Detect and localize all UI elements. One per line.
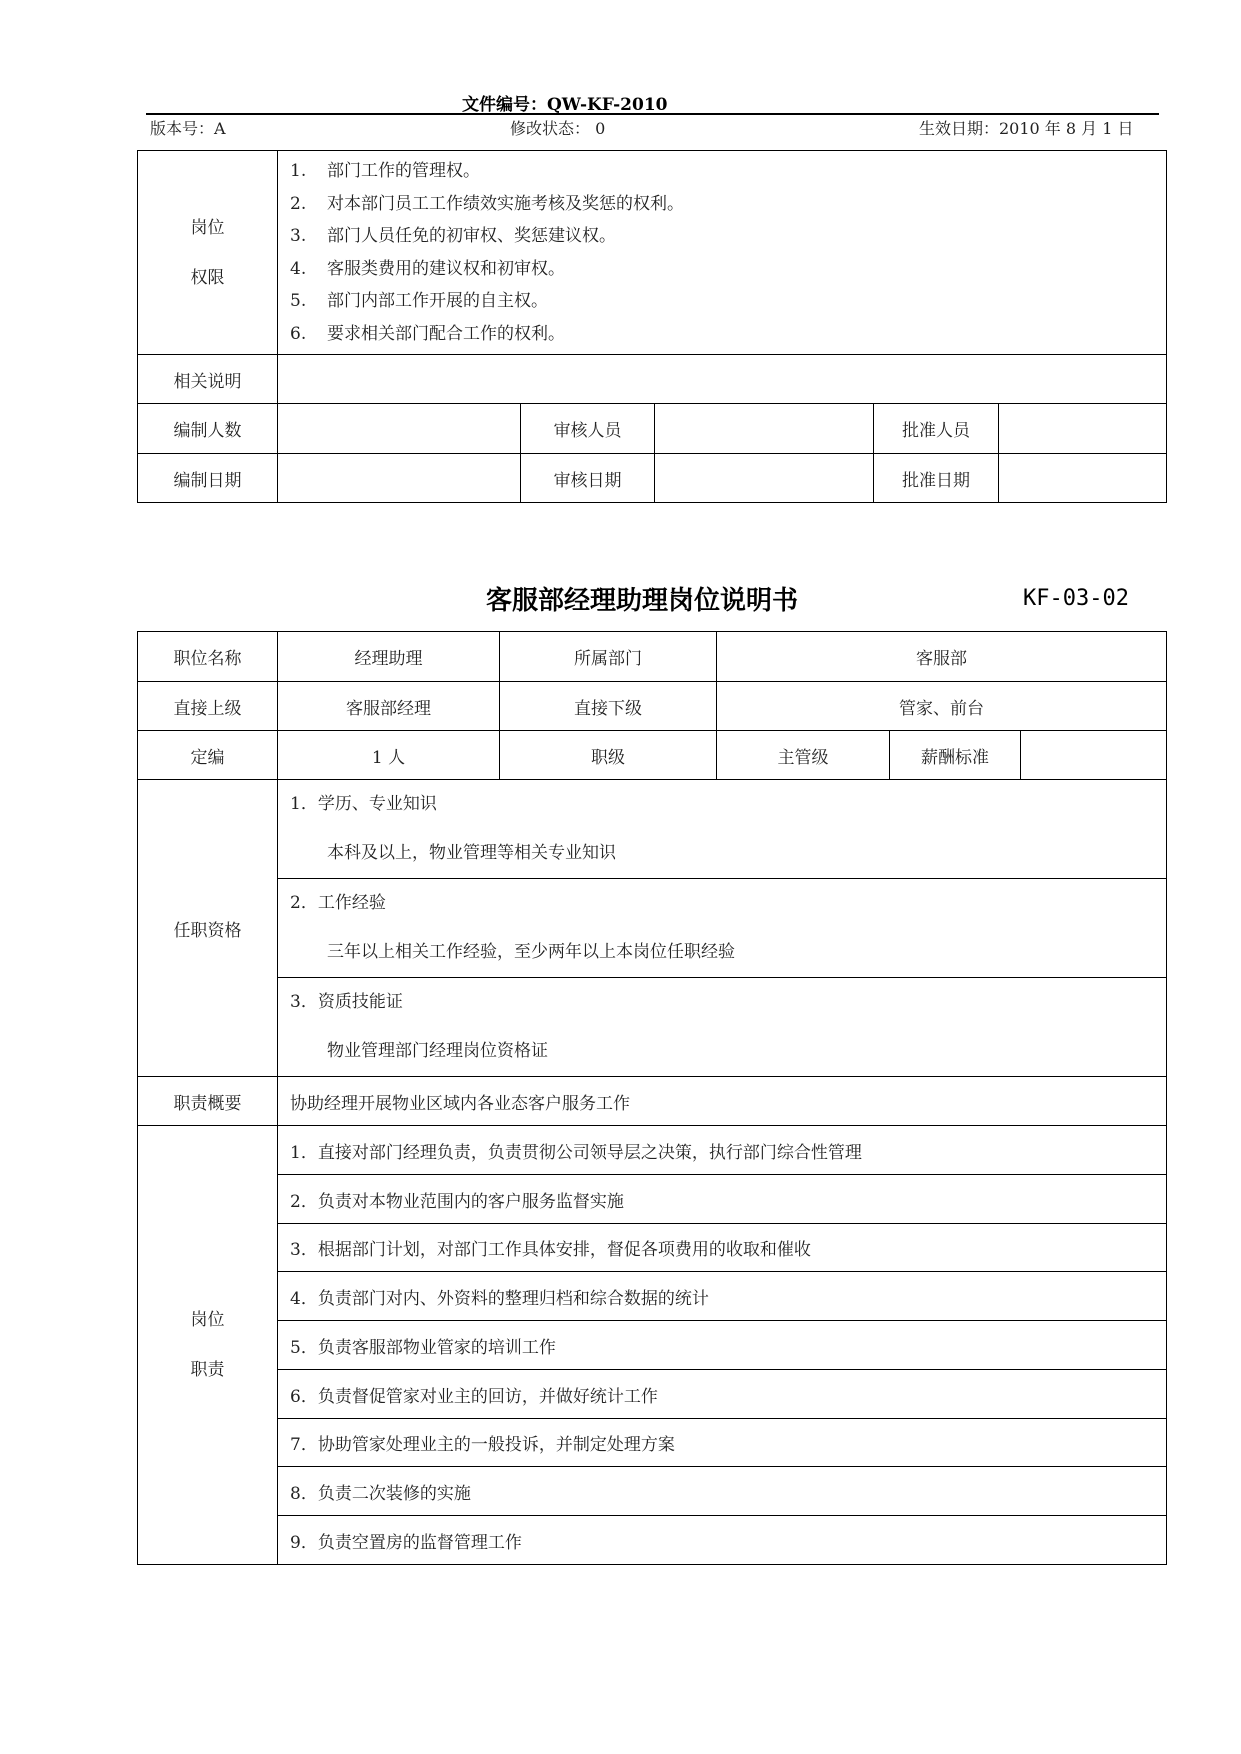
compiler-count-label: 编制人数 xyxy=(138,404,278,454)
authority-label-cell xyxy=(138,151,278,355)
notes-label: 相关说明 xyxy=(138,355,278,404)
position-name-label: 职位名称 xyxy=(138,632,278,682)
duty-item: 7．协助管家处理业主的一般投诉，并制定处理方案 xyxy=(278,1419,1167,1467)
revision-status: 修改状态： 0 xyxy=(510,119,606,138)
approver-label: 批准人员 xyxy=(874,404,999,454)
authority-label-line1: 岗位 xyxy=(190,217,225,238)
qualification-item xyxy=(278,978,1167,1077)
approval-date-label: 批准日期 xyxy=(874,454,999,503)
authority-item-number: 1. xyxy=(290,161,307,181)
grade-value: 主管级 xyxy=(717,731,890,780)
qualification-detail: 物业管理部门经理岗位资格证 xyxy=(327,1041,548,1061)
authority-item xyxy=(290,220,1166,253)
version-number: 版本号：A xyxy=(150,119,226,138)
subordinate-value: 管家、前台 xyxy=(717,682,1167,731)
document-number: 文件编号：QW-KF-2010 xyxy=(462,95,668,115)
authority-item-number: 4. xyxy=(290,258,307,279)
authority-item-number: 3. xyxy=(290,226,307,246)
authority-item xyxy=(290,285,1166,318)
grade-label: 职级 xyxy=(500,731,717,780)
job-description-table xyxy=(137,631,1167,1565)
job-description-code: KF-03-02 xyxy=(1023,586,1129,611)
compiler-count-value xyxy=(278,404,521,454)
reviewer-label: 审核人员 xyxy=(521,404,655,454)
authority-item-text: 部门内部工作开展的自主权。 xyxy=(327,291,548,311)
qualification-detail: 本科及以上，物业管理等相关专业知识 xyxy=(327,843,616,863)
department-label: 所属部门 xyxy=(500,632,717,682)
subordinate-label: 直接下级 xyxy=(500,682,717,731)
salary-label: 薪酬标准 xyxy=(890,731,1021,780)
approver-value xyxy=(999,404,1167,454)
authority-item xyxy=(290,155,1166,188)
qualification-item xyxy=(278,780,1167,879)
qualification-detail: 三年以上相关工作经验，至少两年以上本岗位任职经验 xyxy=(327,942,735,962)
duty-item: 2．负责对本物业范围内的客户服务监督实施 xyxy=(278,1175,1167,1224)
duties-label-line1: 岗位 xyxy=(190,1310,225,1330)
summary-label: 职责概要 xyxy=(138,1077,278,1126)
authority-item-number: 2. xyxy=(290,193,307,214)
authority-item-text: 客服类费用的建议权和初审权。 xyxy=(327,258,565,279)
duty-item: 3．根据部门计划，对部门工作具体安排，督促各项费用的收取和催收 xyxy=(278,1224,1167,1272)
authority-item xyxy=(290,253,1166,286)
duties-label-line2: 职责 xyxy=(190,1360,225,1380)
compile-date-label: 编制日期 xyxy=(138,454,278,503)
notes-value xyxy=(278,355,1167,404)
header-rule xyxy=(146,113,1159,115)
reviewer-value xyxy=(655,404,874,454)
superior-label: 直接上级 xyxy=(138,682,278,731)
approval-date-value xyxy=(999,454,1167,503)
position-name-value: 经理助理 xyxy=(278,632,500,682)
job-description-title: 客服部经理助理岗位说明书 xyxy=(486,586,799,616)
duty-item: 6．负责督促管家对业主的回访，并做好统计工作 xyxy=(278,1370,1167,1419)
authority-list xyxy=(278,151,1166,354)
qualification-heading: 2．工作经验 xyxy=(290,893,386,913)
superior-value: 客服部经理 xyxy=(278,682,500,731)
duty-item: 4．负责部门对内、外资料的整理归档和综合数据的统计 xyxy=(278,1272,1167,1321)
department-value: 客服部 xyxy=(717,632,1167,682)
duty-item: 1．直接对部门经理负责，负责贯彻公司领导层之决策，执行部门综合性管理 xyxy=(278,1126,1167,1175)
duty-item: 9．负责空置房的监督管理工作 xyxy=(278,1516,1167,1565)
authority-label-line2: 权限 xyxy=(190,267,225,288)
authority-item-text: 要求相关部门配合工作的权利。 xyxy=(327,323,565,344)
review-date-label: 审核日期 xyxy=(521,454,655,503)
authority-item xyxy=(290,318,1166,351)
duties-label-cell xyxy=(138,1126,278,1565)
duty-item: 8．负责二次装修的实施 xyxy=(278,1467,1167,1516)
headcount-value: 1 人 xyxy=(278,731,500,780)
duty-item: 5．负责客服部物业管家的培训工作 xyxy=(278,1321,1167,1370)
authority-item-number: 6. xyxy=(290,323,307,344)
authority-item-number: 5. xyxy=(290,291,307,311)
authority-item-text: 对本部门员工工作绩效实施考核及奖惩的权利。 xyxy=(327,193,684,214)
authority-approval-table xyxy=(137,150,1167,503)
qualification-label: 任职资格 xyxy=(138,780,278,1077)
compile-date-value xyxy=(278,454,521,503)
authority-item-text: 部门人员任免的初审权、奖惩建议权。 xyxy=(327,226,616,246)
review-date-value xyxy=(655,454,874,503)
qualification-item xyxy=(278,879,1167,978)
qualification-heading: 1．学历、专业知识 xyxy=(290,794,437,814)
qualification-heading: 3．资质技能证 xyxy=(290,992,403,1012)
salary-value xyxy=(1021,731,1167,780)
summary-value: 协助经理开展物业区域内各业态客户服务工作 xyxy=(278,1077,1167,1126)
authority-list-cell xyxy=(278,151,1167,355)
headcount-label: 定编 xyxy=(138,731,278,780)
effective-date: 生效日期：2010 年 8 月 1 日 xyxy=(919,119,1134,138)
authority-item xyxy=(290,188,1166,221)
authority-item-text: 部门工作的管理权。 xyxy=(327,161,480,181)
